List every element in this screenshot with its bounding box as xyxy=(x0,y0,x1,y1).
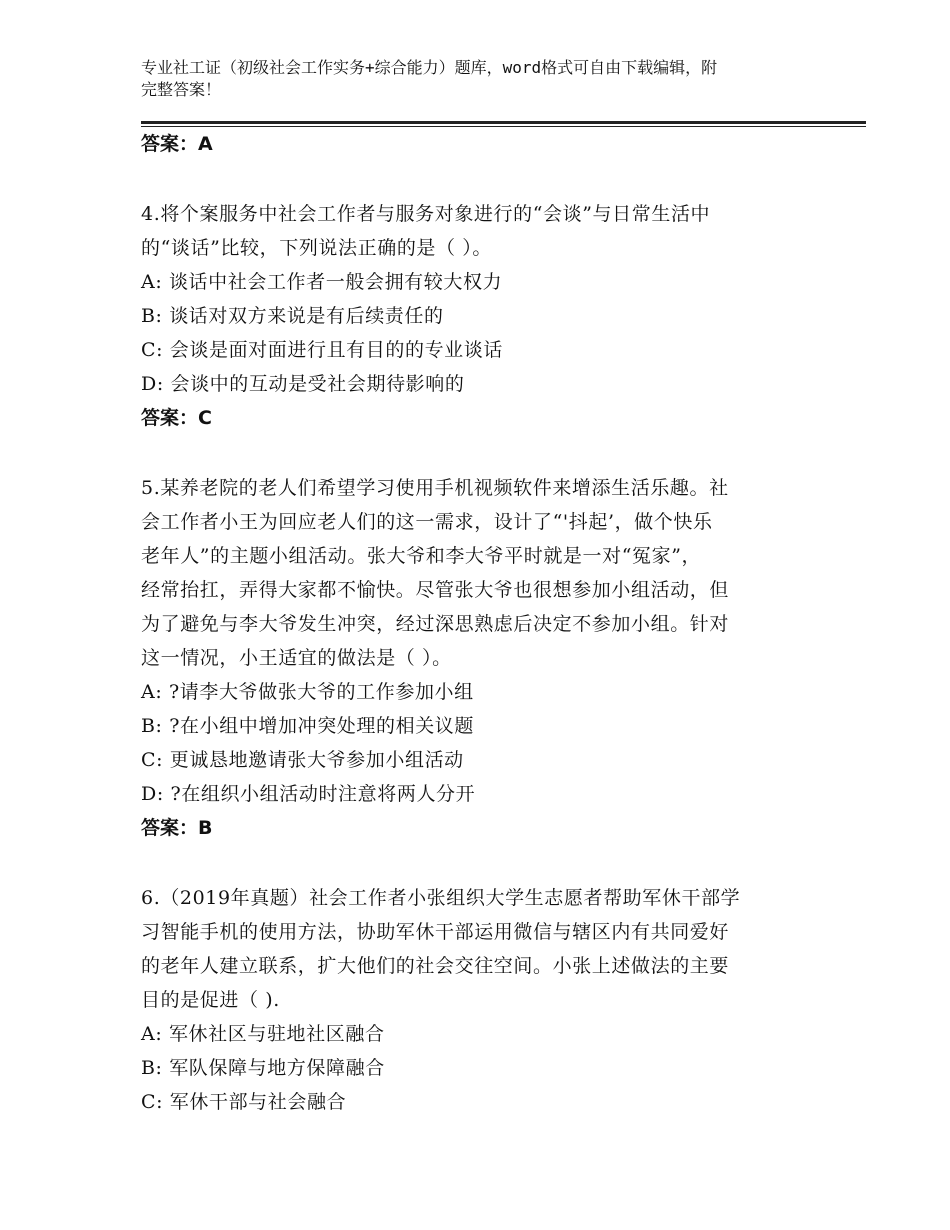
question-text-line: 经常抬扛，弄得大家都不愉快。尽管张大爷也很想参加小组活动，但 xyxy=(141,579,730,601)
option-b: B: 军队保障与地方保障融合 xyxy=(141,1057,385,1079)
option-b: B: ?在小组中增加冲突处理的相关议题 xyxy=(141,715,474,737)
question-6 xyxy=(141,881,821,1119)
option-b: B: 谈话对双方来说是有后续责任的 xyxy=(141,305,444,327)
header-line-2: 完整答案！ xyxy=(141,80,222,99)
question-text-line: 会工作者小王为回应老人们的这一需求，设计了“'抖起’，做个快乐 xyxy=(141,511,713,533)
question-5 xyxy=(141,471,821,845)
option-c: C: 军休干部与社会融合 xyxy=(141,1091,347,1113)
option-d: D: ?在组织小组活动时注意将两人分开 xyxy=(141,783,476,805)
question-text-line: 的“谈话”比较，下列说法正确的是（ ）。 xyxy=(141,237,492,259)
question-text-line: 4.将个案服务中社会工作者与服务对象进行的“会谈”与日常生活中 xyxy=(141,203,711,225)
question-text-line: 这一情况，小王适宜的做法是（ ）。 xyxy=(141,647,452,669)
question-text-line: 5.某养老院的老人们希望学习使用手机视频软件来增添生活乐趣。社 xyxy=(141,477,729,499)
option-a: A: ?请李大爷做张大爷的工作参加小组 xyxy=(141,681,474,703)
header-line-1: 专业社工证（初级社会工作实务+综合能力）题库，word格式可自由下载编辑，附 xyxy=(141,58,718,77)
answer-5: 答案：B xyxy=(141,817,213,839)
question-text-line: 6.（2019年真题）社会工作者小张组织大学生志愿者帮助军休干部学 xyxy=(141,887,741,909)
header-rule-thick xyxy=(141,121,866,124)
option-c: C: 更诚恳地邀请张大爷参加小组活动 xyxy=(141,749,464,771)
question-content xyxy=(141,127,821,1119)
question-text-line: 习智能手机的使用方法，协助军休干部运用微信与辖区内有共同爱好 xyxy=(141,921,730,943)
question-text-line: 老年人”的主题小组活动。张大爷和李大爷平时就是一对“冤家”， xyxy=(141,545,702,567)
option-a: A: 军休社区与驻地社区融合 xyxy=(141,1023,385,1045)
option-a: A: 谈话中社会工作者一般会拥有较大权力 xyxy=(141,271,503,293)
answer-previous: 答案：A xyxy=(141,133,213,155)
option-c: C: 会谈是面对面进行且有目的的专业谈话 xyxy=(141,339,503,361)
page-header xyxy=(141,57,821,101)
question-4 xyxy=(141,197,821,435)
question-text-line: 为了避免与李大爷发生冲突，经过深思熟虑后决定不参加小组。针对 xyxy=(141,613,730,635)
answer-4: 答案：C xyxy=(141,407,212,429)
option-d: D: 会谈中的互动是受社会期待影响的 xyxy=(141,373,465,395)
question-text-line: 的老年人建立联系，扩大他们的社会交往空间。小张上述做法的主要 xyxy=(141,955,730,977)
question-text-line: 目的是促进（ ). xyxy=(141,989,280,1011)
